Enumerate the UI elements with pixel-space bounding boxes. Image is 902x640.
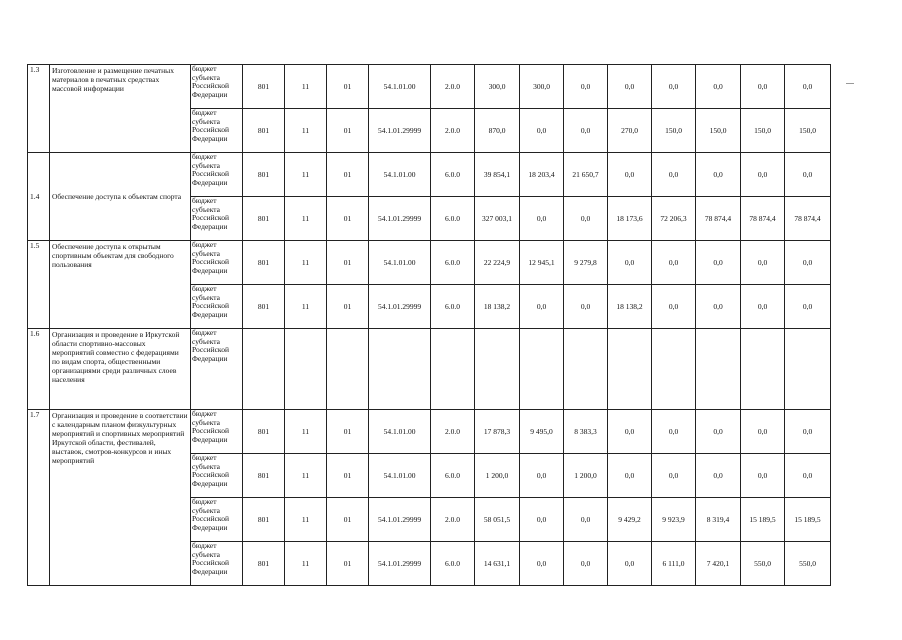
cell-rz: 11	[285, 109, 327, 153]
cell-year: 0,0	[785, 454, 831, 498]
cell-year: 0,0	[652, 285, 696, 329]
cell-year	[785, 329, 831, 410]
cell-year: 9 279,8	[564, 241, 608, 285]
cell-year: 550,0	[785, 542, 831, 586]
cell-csr: 54.1.01.00	[369, 153, 431, 197]
cell-vr: 2.0.0	[431, 109, 475, 153]
cell-year: 0,0	[520, 197, 564, 241]
cell-vr: 2.0.0	[431, 410, 475, 454]
cell-year: 0,0	[608, 454, 652, 498]
cell-year: 550,0	[741, 542, 785, 586]
cell-csr	[369, 329, 431, 410]
funding-source: бюджет субъекта Российской Федерации	[191, 153, 243, 197]
cell-rz: 11	[285, 410, 327, 454]
cell-year	[652, 329, 696, 410]
cell-year: 6 111,0	[652, 542, 696, 586]
cell-gp: 801	[243, 285, 285, 329]
cell-csr: 54.1.01.00	[369, 410, 431, 454]
measure-name: Обеспечение доступа к объектам спорта	[50, 153, 191, 241]
cell-rz: 11	[285, 241, 327, 285]
cell-year: 1 200,0	[564, 454, 608, 498]
cell-vr: 2.0.0	[431, 498, 475, 542]
cell-total: 300,0	[475, 65, 520, 109]
cell-pr: 01	[327, 65, 369, 109]
measure-name: Изготовление и размещение печатных материалов в печатных средствах массовой информации	[50, 65, 191, 153]
cell-vr: 6.0.0	[431, 542, 475, 586]
cell-gp: 801	[243, 153, 285, 197]
margin-mark	[846, 83, 854, 84]
row-number: 1.3	[28, 65, 50, 153]
cell-year: 0,0	[564, 197, 608, 241]
cell-year: 300,0	[520, 65, 564, 109]
funding-source: бюджет субъекта Российской Федерации	[191, 285, 243, 329]
cell-year: 8 319,4	[696, 498, 741, 542]
cell-year	[696, 329, 741, 410]
cell-year	[520, 329, 564, 410]
cell-year: 0,0	[785, 285, 831, 329]
cell-rz: 11	[285, 542, 327, 586]
cell-csr: 54.1.01.29999	[369, 109, 431, 153]
cell-vr: 6.0.0	[431, 454, 475, 498]
table-row	[28, 410, 831, 454]
cell-year: 0,0	[696, 241, 741, 285]
cell-year: 0,0	[564, 498, 608, 542]
cell-year: 0,0	[564, 542, 608, 586]
cell-gp	[243, 329, 285, 410]
cell-year: 0,0	[608, 153, 652, 197]
cell-year: 0,0	[564, 65, 608, 109]
table-row	[28, 153, 831, 197]
cell-year	[608, 329, 652, 410]
cell-year: 0,0	[696, 153, 741, 197]
cell-year: 0,0	[696, 285, 741, 329]
cell-pr: 01	[327, 542, 369, 586]
table-row	[28, 241, 831, 285]
cell-total: 870,0	[475, 109, 520, 153]
cell-year: 18 173,6	[608, 197, 652, 241]
cell-pr: 01	[327, 197, 369, 241]
cell-year: 0,0	[696, 454, 741, 498]
cell-year: 0,0	[608, 241, 652, 285]
cell-gp: 801	[243, 498, 285, 542]
cell-vr: 6.0.0	[431, 241, 475, 285]
cell-year: 78 874,4	[785, 197, 831, 241]
cell-year: 0,0	[520, 498, 564, 542]
cell-year: 150,0	[696, 109, 741, 153]
cell-year: 21 650,7	[564, 153, 608, 197]
cell-year: 0,0	[652, 241, 696, 285]
cell-vr: 2.0.0	[431, 65, 475, 109]
table-row	[28, 329, 831, 410]
cell-csr: 54.1.01.29999	[369, 542, 431, 586]
funding-source: бюджет субъекта Российской Федерации	[191, 109, 243, 153]
cell-year: 0,0	[564, 285, 608, 329]
cell-year: 0,0	[785, 65, 831, 109]
cell-year: 0,0	[608, 65, 652, 109]
cell-csr: 54.1.01.00	[369, 241, 431, 285]
row-number: 1.7	[28, 410, 50, 586]
funding-source: бюджет субъекта Российской Федерации	[191, 498, 243, 542]
cell-year: 18 203,4	[520, 153, 564, 197]
cell-vr: 6.0.0	[431, 153, 475, 197]
cell-pr: 01	[327, 498, 369, 542]
cell-pr: 01	[327, 285, 369, 329]
cell-gp: 801	[243, 197, 285, 241]
cell-year: 0,0	[785, 153, 831, 197]
cell-gp: 801	[243, 109, 285, 153]
cell-pr: 01	[327, 153, 369, 197]
cell-year: 0,0	[785, 241, 831, 285]
funding-source: бюджет субъекта Российской Федерации	[191, 454, 243, 498]
cell-total: 58 051,5	[475, 498, 520, 542]
cell-year: 9 923,9	[652, 498, 696, 542]
cell-year: 8 383,3	[564, 410, 608, 454]
cell-year: 150,0	[652, 109, 696, 153]
cell-year: 0,0	[520, 542, 564, 586]
cell-gp: 801	[243, 454, 285, 498]
cell-year: 7 420,1	[696, 542, 741, 586]
funding-source: бюджет субъекта Российской Федерации	[191, 410, 243, 454]
cell-csr: 54.1.01.00	[369, 454, 431, 498]
funding-source: бюджет субъекта Российской Федерации	[191, 542, 243, 586]
cell-total	[475, 329, 520, 410]
cell-year: 0,0	[741, 65, 785, 109]
cell-year: 72 206,3	[652, 197, 696, 241]
cell-year: 0,0	[608, 542, 652, 586]
cell-year: 0,0	[520, 454, 564, 498]
measure-name: Организация и проведение в Иркутской области спортивно-массовых мероприятий совместно с федерациями по видам спорта, общественными организациями среди различных слоев населения	[50, 329, 191, 410]
cell-csr: 54.1.01.29999	[369, 197, 431, 241]
cell-total: 22 224,9	[475, 241, 520, 285]
cell-rz: 11	[285, 153, 327, 197]
cell-year: 0,0	[652, 153, 696, 197]
cell-total: 14 631,1	[475, 542, 520, 586]
cell-year	[741, 329, 785, 410]
cell-pr: 01	[327, 454, 369, 498]
row-number: 1.4	[28, 153, 50, 241]
cell-rz: 11	[285, 498, 327, 542]
cell-year: 0,0	[741, 153, 785, 197]
table-row	[28, 65, 831, 109]
cell-rz: 11	[285, 197, 327, 241]
cell-total: 327 003,1	[475, 197, 520, 241]
funding-source: бюджет субъекта Российской Федерации	[191, 65, 243, 109]
cell-year: 0,0	[741, 454, 785, 498]
cell-year: 0,0	[696, 65, 741, 109]
cell-total: 18 138,2	[475, 285, 520, 329]
cell-vr: 6.0.0	[431, 197, 475, 241]
funding-source: бюджет субъекта Российской Федерации	[191, 241, 243, 285]
cell-vr: 6.0.0	[431, 285, 475, 329]
cell-year: 9 429,2	[608, 498, 652, 542]
cell-year: 0,0	[564, 109, 608, 153]
cell-gp: 801	[243, 410, 285, 454]
cell-csr: 54.1.01.29999	[369, 498, 431, 542]
cell-year: 18 138,2	[608, 285, 652, 329]
cell-total: 39 854,1	[475, 153, 520, 197]
cell-rz: 11	[285, 65, 327, 109]
cell-year: 15 189,5	[785, 498, 831, 542]
cell-vr	[431, 329, 475, 410]
cell-gp: 801	[243, 542, 285, 586]
cell-year: 150,0	[741, 109, 785, 153]
cell-total: 17 878,3	[475, 410, 520, 454]
cell-year: 12 945,1	[520, 241, 564, 285]
measure-name: Обеспечение доступа к открытым спортивным объектам для свободного пользования	[50, 241, 191, 329]
cell-year: 9 495,0	[520, 410, 564, 454]
budget-table	[27, 64, 831, 586]
cell-total: 1 200,0	[475, 454, 520, 498]
cell-year: 78 874,4	[696, 197, 741, 241]
cell-year: 0,0	[520, 109, 564, 153]
cell-year: 0,0	[608, 410, 652, 454]
table-body	[28, 65, 831, 586]
cell-year: 150,0	[785, 109, 831, 153]
row-number: 1.5	[28, 241, 50, 329]
cell-year: 15 189,5	[741, 498, 785, 542]
cell-year: 0,0	[652, 65, 696, 109]
funding-source: бюджет субъекта Российской Федерации	[191, 329, 243, 410]
cell-rz	[285, 329, 327, 410]
cell-gp: 801	[243, 241, 285, 285]
cell-pr	[327, 329, 369, 410]
cell-year: 0,0	[652, 410, 696, 454]
cell-year: 0,0	[741, 285, 785, 329]
cell-pr: 01	[327, 241, 369, 285]
cell-year: 0,0	[652, 454, 696, 498]
cell-year: 270,0	[608, 109, 652, 153]
cell-year: 0,0	[785, 410, 831, 454]
cell-rz: 11	[285, 285, 327, 329]
cell-year	[564, 329, 608, 410]
row-number: 1.6	[28, 329, 50, 410]
cell-year: 0,0	[741, 241, 785, 285]
funding-source: бюджет субъекта Российской Федерации	[191, 197, 243, 241]
cell-csr: 54.1.01.29999	[369, 285, 431, 329]
cell-year: 0,0	[520, 285, 564, 329]
cell-year: 78 874,4	[741, 197, 785, 241]
cell-year: 0,0	[696, 410, 741, 454]
measure-name: Организация и проведение в соответствии с календарным планом физкультурных мероприятий и спортивных мероприятий Иркутской области, фестивалей, выставок, смотров-конкурсов и иных мероприятий	[50, 410, 191, 586]
cell-year: 0,0	[741, 410, 785, 454]
cell-pr: 01	[327, 109, 369, 153]
cell-csr: 54.1.01.00	[369, 65, 431, 109]
cell-pr: 01	[327, 410, 369, 454]
cell-rz: 11	[285, 454, 327, 498]
cell-gp: 801	[243, 65, 285, 109]
